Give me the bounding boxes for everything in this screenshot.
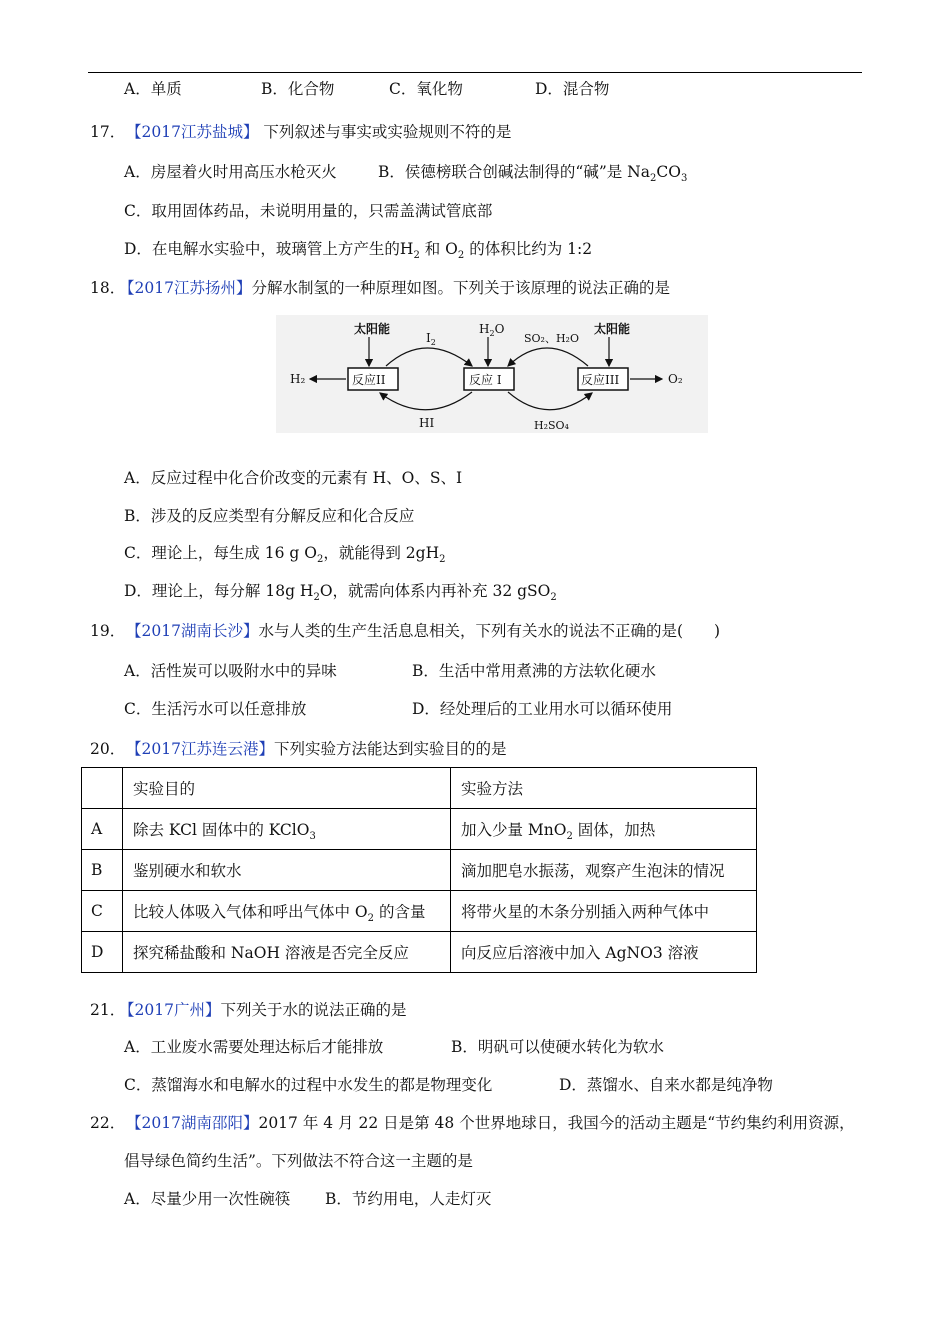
subscript: 2 (313, 592, 320, 603)
subscript: 2 (457, 250, 465, 261)
q18-option-d-text2: O，就需向体系内再补充 32 gSO (319, 582, 551, 600)
source-tag: 【2017湖南长沙】 (126, 622, 259, 640)
q18-stem (90, 277, 670, 299)
header-rule (88, 72, 862, 73)
label-reaction-2: 反应II (352, 373, 386, 387)
goal-cell (123, 932, 451, 973)
row-label: D (82, 932, 123, 973)
arrow-hi (380, 392, 472, 410)
label-h2so4: H₂SO₄ (534, 419, 569, 432)
table-header-cell (82, 768, 123, 809)
goal-text: 鉴别硬水和软水 (133, 862, 242, 880)
label-h2o: $H_2O$ (479, 322, 505, 338)
q19-option-b: B．生活中常用煮沸的方法软化硬水 (412, 662, 656, 680)
table-row (82, 809, 757, 850)
goal-text: 探究稀盐酸和 NaOH 溶液是否完全反应 (133, 944, 409, 962)
q21-option-d: D．蒸馏水、自来水都是纯净物 (559, 1076, 773, 1094)
question-text: 分解水制氢的一种原理如图。下列关于该原理的说法正确的是 (251, 279, 670, 297)
goal-cell (123, 891, 451, 932)
method-text: 固体，加热 (572, 821, 656, 839)
q17-option-b (378, 163, 688, 184)
row-label: A (82, 809, 123, 850)
method-text: 加入少量 MnO (461, 821, 567, 839)
q18-option-c-text2: ，就能得到 2gH (323, 544, 440, 562)
source-tag: 【2017江苏连云港】 (126, 740, 274, 758)
label-so2-h2o: SO₂、H₂O (524, 332, 579, 345)
q22-option-row-1 (124, 1188, 491, 1210)
method-cell (451, 809, 757, 850)
source-tag: 【2017广州】 (119, 1001, 221, 1019)
experiment-table (81, 767, 757, 973)
q21-option-c: C．蒸馏海水和电解水的过程中水发生的都是物理变化 (124, 1076, 493, 1094)
table-header-cell: 实验目的 (123, 768, 451, 809)
label-hi: HI (419, 416, 435, 430)
q19-option-d: D．经处理后的工业用水可以循环使用 (412, 700, 673, 718)
question-number: 22． (90, 1114, 126, 1132)
q21-option-row-1 (124, 1036, 664, 1058)
subscript: 2 (367, 913, 375, 924)
goal-text: 比较人体吸入气体和呼出气体中 O (133, 903, 368, 921)
q17-option-b-text2: CO (656, 163, 681, 181)
method-cell (451, 932, 757, 973)
q18-option-a: A．反应过程中化合价改变的元素有 H、O、S、I (124, 469, 463, 487)
label-i2: $I_2$ (426, 331, 436, 347)
question-number: 18． (90, 279, 126, 297)
q18-option-d-text: D．理论上，每分解 18g H (124, 582, 314, 600)
q17-option-c: C．取用固体药品，未说明用量的，只需盖满试管底部 (124, 202, 493, 220)
label-solar-right: 太阳能 (594, 322, 631, 336)
q17-option-d-text3: 的体积比约为 1:2 (464, 240, 593, 258)
subscript: 2 (413, 250, 420, 261)
table-header-cell: 实验方法 (451, 768, 757, 809)
source-tag: 【2017江苏扬州】 (119, 279, 252, 297)
goal-text: 的含量 (374, 903, 426, 921)
q21-option-b: B．明矾可以使硬水转化为软水 (451, 1038, 664, 1056)
arrow-so2-h2o (508, 348, 588, 366)
table-row (82, 850, 757, 891)
q18-option-d (124, 580, 557, 602)
q19-stem (90, 620, 720, 642)
q22-stem-line-1 (90, 1112, 855, 1134)
q19-option-row-1 (124, 660, 656, 682)
label-reaction-1: 反应 I (469, 373, 502, 387)
q17-option-d-text2: 和 O (419, 240, 458, 258)
row-label: C (82, 891, 123, 932)
label-solar-left: 太阳能 (354, 322, 391, 336)
question-text: 下列关于水的说法正确的是 (220, 1001, 407, 1019)
method-text: 向反应后溶液中加入 AgNO3 溶液 (461, 944, 699, 962)
source-tag: 【2017湖南邵阳】 (126, 1114, 259, 1132)
q20-stem (90, 738, 506, 760)
method-text: 滴加肥皂水振荡，观察产生泡沫的情况 (461, 862, 725, 880)
question-text: 下列叙述与事实或实验规则不符的是 (263, 123, 512, 141)
question-text: 2017 年 4 月 22 日是第 48 个世界地球日，我国今的活动主题是“节约集约利用资源， (258, 1114, 855, 1132)
reaction-diagram (276, 315, 708, 433)
question-number: 21． (90, 1001, 126, 1019)
q17-option-b-text: B．侯德榜联合创碱法制得的“碱”是 Na (378, 163, 650, 181)
q17-option-d-text: D．在电解水实验中，玻璃管上方产生的H (124, 240, 414, 258)
table-header-row (82, 768, 757, 809)
goal-cell (123, 850, 451, 891)
subscript: 2 (317, 554, 324, 565)
question-number: 20． (90, 740, 126, 758)
reaction-diagram-svg (276, 315, 708, 433)
method-text: 将带火星的木条分别插入两种气体中 (461, 903, 710, 921)
q21-option-a: A．工业废水需要处理达标后才能排放 (124, 1038, 384, 1056)
goal-cell (123, 809, 451, 850)
q18-option-c (124, 542, 445, 564)
q16-option-c: C．氧化物 (389, 80, 463, 98)
row-label: B (82, 850, 123, 891)
q16-option-d: D．混合物 (535, 80, 610, 98)
q17-stem (90, 121, 511, 143)
source-tag: 【2017江苏盐城】 (126, 123, 259, 141)
label-o2-out: O₂ (668, 372, 683, 386)
q19-option-a: A．活性炭可以吸附水中的异味 (124, 662, 337, 680)
q17-option-row-1 (124, 161, 687, 183)
q17-option-d (124, 238, 592, 260)
subscript: 3 (680, 173, 688, 184)
q16-option-b: B．化合物 (261, 80, 335, 98)
subscript: 2 (550, 592, 557, 603)
goal-text: 除去 KCl 固体中的 KClO (133, 821, 310, 839)
q22-option-a: A．尽量少用一次性碗筷 (124, 1190, 291, 1208)
arrow-h2so4 (508, 392, 592, 410)
subscript: 2 (439, 554, 446, 565)
subscript: 2 (649, 173, 657, 184)
question-text: 下列实验方法能达到实验目的的是 (273, 740, 507, 758)
question-number: 19． (90, 622, 126, 640)
subscript: 2 (566, 831, 573, 842)
q18-option-c-text: C．理论上，每生成 16 g O (124, 544, 317, 562)
q17-option-a: A．房屋着火时用高压水枪灭火 (124, 163, 337, 181)
label-reaction-3: 反应III (581, 373, 620, 387)
q18-option-b: B．涉及的反应类型有分解反应和化合反应 (124, 507, 415, 525)
q21-stem (90, 999, 406, 1021)
question-text: 水与人类的生产生活息息相关，下列有关水的说法不正确的是( ) (258, 622, 721, 640)
q19-option-c: C．生活污水可以任意排放 (124, 700, 307, 718)
table-row (82, 891, 757, 932)
label-h2-out: H₂ (290, 372, 306, 386)
q22-stem-line-2: 倡导绿色简约生活”。下列做法不符合这一主题的是 (124, 1152, 473, 1170)
q22-option-b: B．节约用电，人走灯灭 (325, 1190, 492, 1208)
method-cell (451, 850, 757, 891)
method-cell (451, 891, 757, 932)
subscript: 3 (309, 831, 316, 842)
q16-options (124, 78, 609, 100)
q19-option-row-2 (124, 698, 672, 720)
arrow-i2 (386, 348, 472, 366)
question-number: 17． (90, 123, 126, 141)
q16-option-a: A．单质 (124, 80, 182, 98)
q21-option-row-2 (124, 1074, 773, 1096)
table-row (82, 932, 757, 973)
